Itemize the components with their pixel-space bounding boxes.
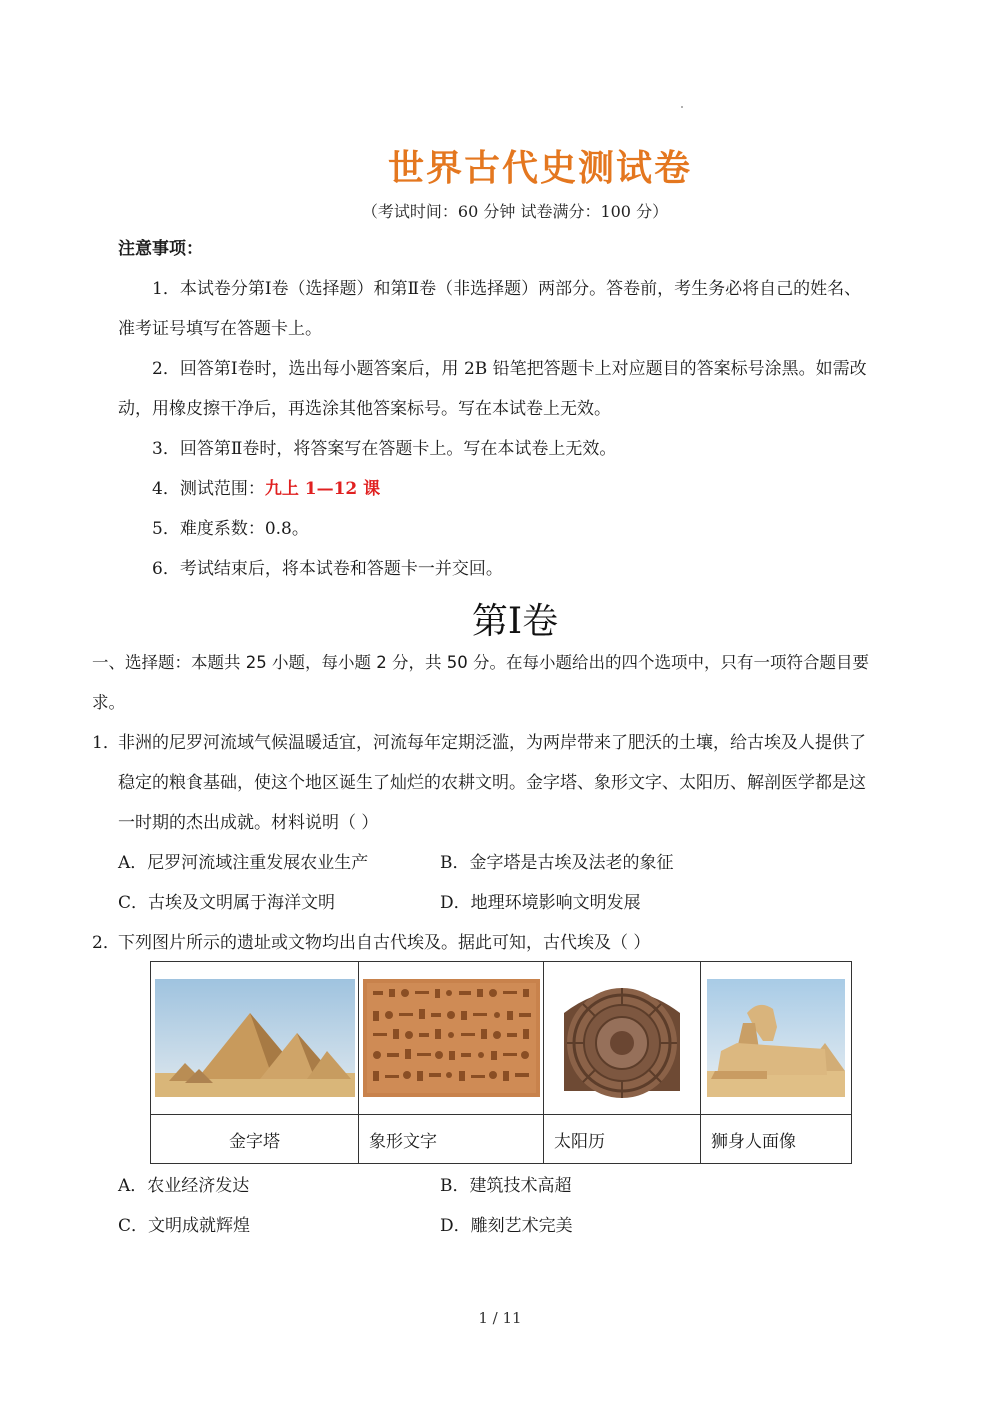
notice-item-4-label: 测试范围：	[179, 479, 265, 499]
question-1-option-c[interactable]: C．古埃及文明属于海洋文明	[118, 893, 336, 913]
question-2-line-1: 下列图片所示的遗址或文物均出自古代埃及。据此可知，古代埃及（ ）	[118, 933, 651, 953]
notice-item-5	[152, 518, 309, 540]
exam-title: 世界古代史测试卷	[387, 148, 692, 189]
question-1-option-a[interactable]: A．尼罗河流域注重发展农业生产	[118, 853, 369, 873]
test-range-highlight: 九上 1—12 课	[264, 479, 381, 499]
sphinx-cell	[701, 962, 852, 1115]
section-instruction-cont: 求。	[92, 693, 125, 712]
notice-item-2-cont: 动，用橡皮擦干净后，再选涂其他答案标号。写在本试卷上无效。	[118, 399, 611, 419]
sun-calendar-caption: 太阳历	[544, 1115, 701, 1164]
hieroglyphs-cell	[359, 962, 544, 1115]
scan-speck	[681, 106, 683, 108]
section-instruction: 一、选择题：本题共 25 小题，每小题 2 分，共 50 分。在每小题给出的四个选项中，只有一项符合题目要	[92, 653, 869, 672]
hieroglyphs-photo-icon	[363, 979, 540, 1097]
sphinx-photo-icon	[707, 979, 845, 1097]
pyramids-photo-icon	[155, 979, 355, 1097]
notice-item-5-num: 5．	[152, 519, 180, 539]
notice-item-6-text: 考试结束后，将本试卷和答题卡一并交回。	[179, 559, 503, 579]
notice-item-3-num: 3．	[152, 439, 180, 459]
hieroglyphs-caption: 象形文字	[359, 1115, 544, 1164]
question-2-option-c[interactable]: C．文明成就辉煌	[118, 1216, 251, 1236]
notice-item-4	[152, 478, 380, 500]
question-1-line-2: 稳定的粮食基础，使这个地区诞生了灿烂的农耕文明。金字塔、象形文字、太阳历、解剖医学都是这	[118, 773, 866, 793]
question-1-line-1: 非洲的尼罗河流域气候温暖适宜，河流每年定期泛滥，为两岸带来了肥沃的土壤，给古埃及人提供了	[118, 733, 866, 753]
notice-item-6-num: 6．	[152, 559, 180, 579]
notice-item-5-text: 难度系数：0.8。	[179, 519, 309, 539]
notice-item-3-text: 回答第Ⅱ卷时，将答案写在答题卡上。写在本试卷上无效。	[179, 439, 617, 459]
question-2-option-d[interactable]: D．雕刻艺术完美	[440, 1216, 573, 1236]
notice-item-6	[152, 558, 503, 580]
notice-item-1-cont: 准考证号填写在答题卡上。	[118, 319, 322, 339]
notice-item-2	[152, 358, 867, 380]
notice-item-3	[152, 438, 616, 460]
notice-item-2-text: 回答第Ⅰ卷时，选出每小题答案后，用 2B 铅笔把答题卡上对应题目的答案标号涂黑。如需改	[179, 359, 867, 379]
question-2-number: 2．	[92, 933, 120, 953]
notice-heading: 注意事项：	[118, 239, 203, 259]
notice-item-1	[152, 278, 861, 300]
pyramids-caption: 金字塔	[151, 1115, 359, 1164]
sun-calendar-stone-photo-icon	[552, 973, 692, 1103]
question-2-option-a[interactable]: A．农业经济发达	[118, 1176, 250, 1196]
question-2-image-table	[150, 961, 852, 1164]
notice-item-4-num: 4．	[152, 479, 180, 499]
question-1-number: 1．	[92, 733, 120, 753]
question-2-option-b[interactable]: B．建筑技术高超	[440, 1176, 572, 1196]
question-1-option-b[interactable]: B．金字塔是古埃及法老的象征	[440, 853, 674, 873]
sun-calendar-cell	[544, 962, 701, 1115]
volume-title: 第Ⅰ卷	[471, 601, 559, 642]
notice-item-1-text: 本试卷分第Ⅰ卷（选择题）和第Ⅱ卷（非选择题）两部分。答卷前，考生务必将自己的姓名、	[179, 279, 862, 299]
exam-subtitle: （考试时间：60 分钟 试卷满分：100 分）	[361, 202, 669, 221]
question-1-line-3: 一时期的杰出成就。材料说明（ ）	[118, 813, 379, 833]
notice-item-2-num: 2．	[152, 359, 180, 379]
question-1-option-d[interactable]: D．地理环境影响文明发展	[440, 893, 641, 913]
pyramids-cell	[151, 962, 359, 1115]
sphinx-caption: 狮身人面像	[701, 1115, 852, 1164]
page-number: 1 / 11	[478, 1309, 522, 1327]
notice-item-1-num: 1．	[152, 279, 180, 299]
